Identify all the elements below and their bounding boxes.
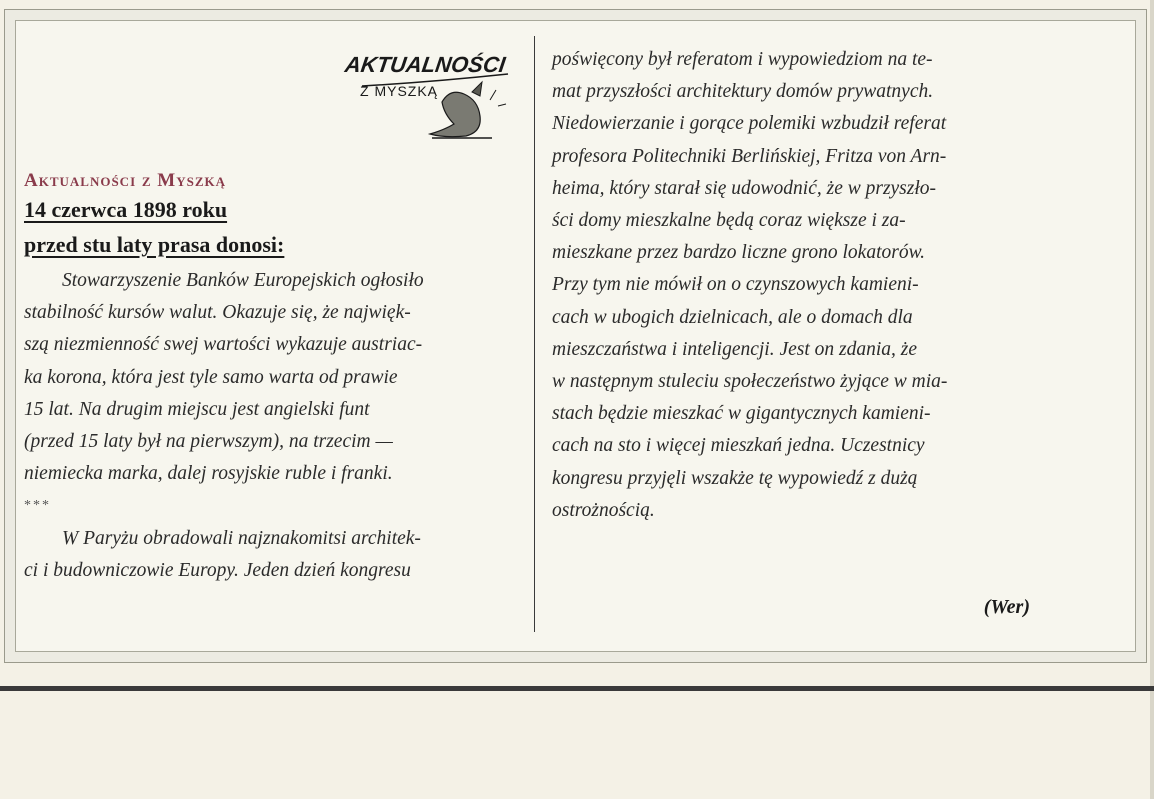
text-line: mat przyszłości architektury domów prywatnych. xyxy=(552,81,934,103)
headline-date: 14 czerwca 1898 roku xyxy=(24,197,228,222)
mouse-logo-icon xyxy=(332,44,512,144)
text-line: heima, który starał się udowodnić, że w przyszło- xyxy=(552,177,937,199)
separator-stars: *** xyxy=(24,498,51,514)
right-column-text xyxy=(552,44,947,527)
left-column-text xyxy=(24,265,424,587)
text-line: 15 lat. Na drugim miejscu jest angielski funt xyxy=(24,398,370,420)
text-line: stach będzie mieszkać w gigantycznych kamieni- xyxy=(552,403,931,425)
text-line: szą niezmienność swej wartości wykazuje austriac- xyxy=(24,334,423,356)
text-line: mieszkane przez bardzo liczne grono lokatorów. xyxy=(552,242,926,264)
text-line: poświęcony był referatom i wypowiedziom na te- xyxy=(552,49,933,70)
page-edge xyxy=(1150,0,1154,799)
text-line: ci i budowniczowie Europy. Jeden dzień kongresu xyxy=(24,559,411,581)
text-line: Stowarzyszenie Banków Europejskich ogłosiło xyxy=(62,270,424,291)
text-line: mieszczaństwa i inteligencji. Jest on zdania, że xyxy=(552,338,918,360)
text-line: ostrożnością. xyxy=(552,499,655,521)
text-line: w następnym stuleciu społeczeństwo żyjące w mia- xyxy=(552,371,948,393)
text-line: (przed 15 laty był na pierwszym), na trzecim — xyxy=(24,431,393,453)
logo-line2: Z MYSZKĄ xyxy=(360,83,439,99)
bottom-rule xyxy=(0,686,1154,691)
text-line: ka korona, która jest tyle samo warta od prawie xyxy=(24,366,398,388)
text-line: profesora Politechniki Berlińskiej, Fritza von Arn- xyxy=(552,145,947,167)
text-line: Przy tym nie mówił on o czynszowych kamieni- xyxy=(552,274,919,296)
text-line: Niedowierzanie i gorące polemiki wzbudził referat xyxy=(552,113,947,135)
text-line: stabilność kursów walut. Okazuje się, że najwięk- xyxy=(24,302,411,324)
text-line: W Paryżu obradowali najznakomitsi architek- xyxy=(62,527,421,549)
logo-line1: AKTUALNOŚCI xyxy=(343,52,507,77)
author-signature: (Wer) xyxy=(983,596,1030,618)
text-line: cach w ubogich dzielnicach, ale o domach dla xyxy=(552,306,913,328)
column-divider xyxy=(534,36,535,632)
text-line: kongresu przyjęli wszakże tę wypowiedź z dużą xyxy=(552,467,918,489)
headline-subtitle: przed stu laty prasa donosi: xyxy=(24,232,285,257)
text-line: niemiecka marka, dalej rosyjskie ruble i franki. xyxy=(24,463,393,485)
text-line: cach na sto i więcej mieszkań jedna. Uczestnicy xyxy=(552,435,925,457)
section-title: Aktualności z Myszką xyxy=(24,170,227,191)
text-line: ści domy mieszkalne będą coraz większe i za- xyxy=(552,210,906,232)
